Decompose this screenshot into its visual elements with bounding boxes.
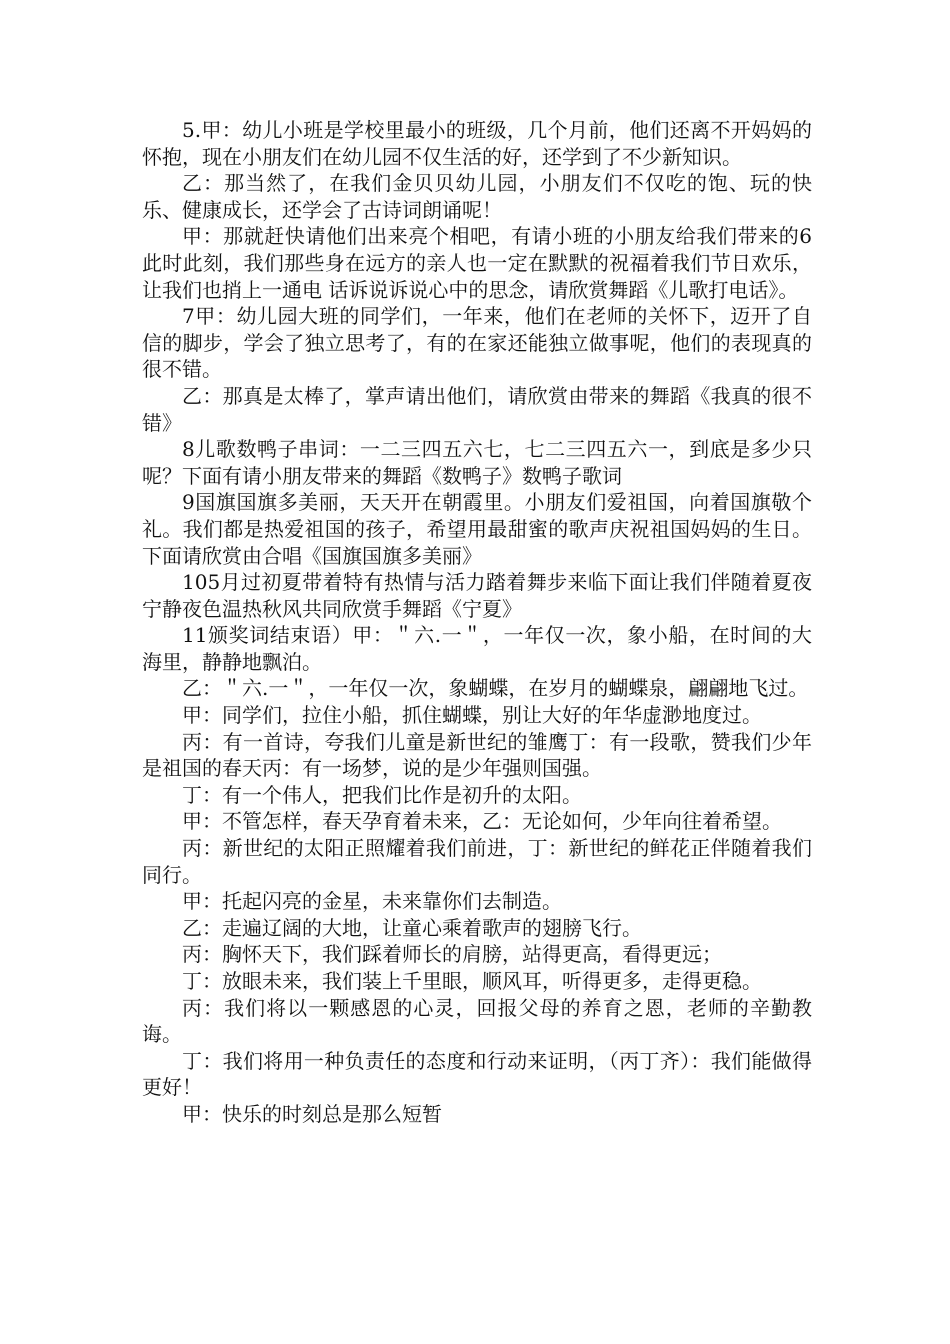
paragraph-6: 8儿歌数鸭子串词：一二三四五六七，七二三四五六一，到底是多少只呢？下面有请小朋友带来的舞蹈《数鸭子》数鸭子歌词 [142,437,812,488]
paragraph-14: 甲：不管怎样，春天孕育着未来，乙：无论如何，少年向往着希望。 [182,809,782,834]
paragraph-2: 乙：那当然了，在我们金贝贝幼儿园，小朋友们不仅吃的饱、玩的快乐、健康成长，还学会了古诗词朗诵呢！ [142,171,812,222]
paragraph-16: 甲：托起闪亮的金星，未来靠你们去制造。 [182,889,562,914]
paragraph-19: 丁：放眼未来，我们装上千里眼，顺风耳，听得更多，走得更稳。 [182,969,762,993]
paragraph-13: 丁：有一个伟人，把我们比作是初升的太阳。 [182,782,582,807]
paragraph-3: 甲：那就赶快请他们出来亮个相吧，有请小班的小朋友给我们带来的6此时此刻，我们那些身在远方的亲人也一定在默默的祝福着我们节日欢乐，让我们也捎上一通电 话诉说诉说心中的思念，请欣赏舞蹈《儿歌打电话》。 [142,224,812,302]
paragraph-20: 丙：我们将以一颗感恩的心灵，回报父母的养育之恩，老师的辛勤教诲。 [142,995,812,1047]
paragraph-9: 11颁奖词结束语）甲：＂六.一＂，一年仅一次，象小船，在时间的大海里，静静地飘泊。 [142,623,812,674]
paragraph-18: 丙：胸怀天下，我们踩着师长的肩膀，站得更高，看得更远； [182,942,722,967]
paragraph-4: 7甲：幼儿园大班的同学们，一年来，他们在老师的关怀下，迈开了自信的脚步，学会了独立思考了，有的在家还能独立做事呢，他们的表现真的很不错。 [142,304,812,382]
document-page [142,117,812,1128]
paragraph-22: 甲：快乐的时刻总是那么短暂 [182,1101,442,1126]
paragraph-7: 9国旗国旗多美丽，天天开在朝霞里。小朋友们爱祖国，向着国旗敬个礼。我们都是热爱祖国的孩子，希望用最甜蜜的歌声庆祝祖国妈妈的生日。下面请欣赏由合唱《国旗国旗多美丽》 [142,490,812,568]
paragraph-1: 5.甲：幼儿小班是学校里最小的班级，几个月前，他们还离不开妈妈的怀抱，现在小朋友们在幼儿园不仅生活的好，还学到了不少新知识。 [142,118,812,169]
paragraph-17: 乙：走遍辽阔的大地，让童心乘着歌声的翅膀飞行。 [182,915,642,940]
paragraph-10: 乙：＂六.一＂，一年仅一次，象蝴蝶，在岁月的蝴蝶泉，翩翩地飞过。 [182,676,809,701]
paragraph-12: 丙：有一首诗，夸我们儿童是新世纪的雏鹰丁：有一段歌，赞我们少年是祖国的春天丙：有一场梦，说的是少年强则国强。 [142,729,812,781]
paragraph-21: 丁：我们将用一种负责任的态度和行动来证明，（丙丁齐）：我们能做得更好！ [142,1048,812,1100]
paragraph-5: 乙：那真是太棒了，掌声请出他们，请欣赏由带来的舞蹈《我真的很不错》 [142,383,812,435]
paragraph-15: 丙：新世纪的太阳正照耀着我们前进，丁：新世纪的鲜花正伴随着我们同行。 [142,836,812,887]
paragraph-8: 105月过初夏带着特有热情与活力踏着舞步来临下面让我们伴随着夏夜宁静夜色温热秋风共同欣赏手舞蹈《宁夏》 [142,570,812,621]
paragraph-11: 甲：同学们，拉住小船，抓住蝴蝶，别让大好的年华虚渺地度过。 [182,703,762,728]
